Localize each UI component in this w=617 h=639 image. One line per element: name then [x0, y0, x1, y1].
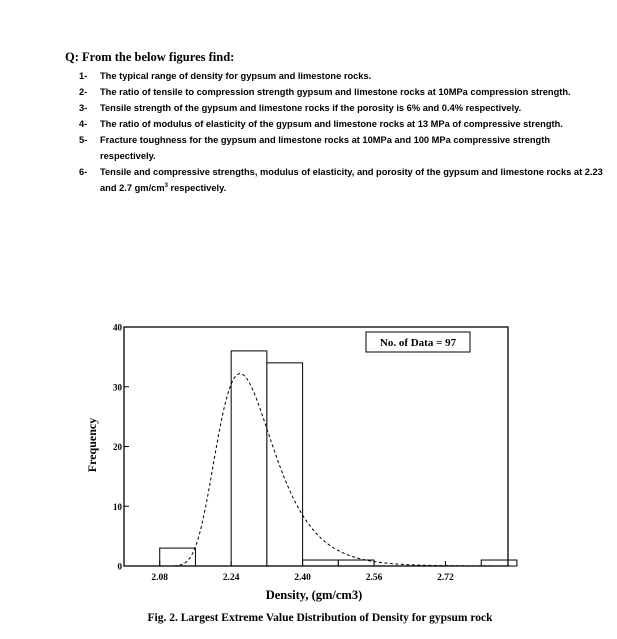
question-text: The typical range of density for gypsum and limestone rocks. [100, 71, 372, 81]
bars-group [160, 351, 517, 566]
question-number: 4- [79, 119, 88, 129]
histogram-bar [481, 560, 517, 566]
x-tick-label: 2.72 [437, 573, 454, 583]
question-text-tail: respectively. [167, 183, 227, 193]
x-tick-label: 2.56 [365, 573, 383, 583]
y-tick-label: 0 [117, 561, 122, 572]
x-tick-label: 2.24 [222, 573, 240, 583]
question-number: 5- [79, 135, 88, 145]
y-tick-label: 40 [113, 322, 122, 333]
question-number: 6- [79, 167, 88, 177]
question-title: Q: From the below figures find: [65, 50, 235, 64]
y-tick-label: 20 [113, 442, 122, 452]
question-text: The ratio of modulus of elasticity of the gypsum and limestone rocks at 13 MPa of compressive strength. [100, 119, 563, 129]
plot-frame [124, 327, 508, 566]
question-number: 1- [79, 71, 88, 81]
question-number: 2- [79, 87, 88, 97]
question-text: The ratio of tensile to compression strength gypsum and limestone rocks at 10MPa compression strength. [100, 87, 571, 97]
question-text: Tensile strength of the gypsum and limestone rocks if the porosity is 6% and 0.4% respectively. [100, 103, 522, 113]
y-axis-label: Frequency [85, 417, 99, 473]
y-axis-ticks [113, 323, 129, 572]
y-tick-label: 30 [113, 382, 122, 393]
y-tick-label: 10 [113, 501, 122, 512]
superscript: 3 [164, 182, 168, 189]
question-number: 3- [79, 103, 88, 113]
x-axis-label: Density, (gm/cm3) [265, 588, 363, 602]
histogram-bar [303, 560, 339, 566]
legend [366, 332, 470, 352]
question-text: Fracture toughness for the gypsum and limestone rocks at 10MPa and 100 MPa compressive strength respectively. [100, 135, 550, 161]
x-tick-label: 2.40 [294, 573, 311, 583]
figure-caption: Fig. 2. Largest Extreme Value Distribution of Density for gypsum rock [147, 612, 493, 624]
x-tick-label: 2.08 [151, 573, 169, 583]
question-text-main: Tensile and compressive strengths, modulus of elasticity, and porosity of the gypsum and limestone rocks at 2.23 and 2.7 gm/cm [100, 167, 603, 193]
legend-text: No. of Data = 97 [379, 337, 457, 349]
fit-curve [169, 374, 508, 566]
histogram-bar [267, 363, 303, 566]
